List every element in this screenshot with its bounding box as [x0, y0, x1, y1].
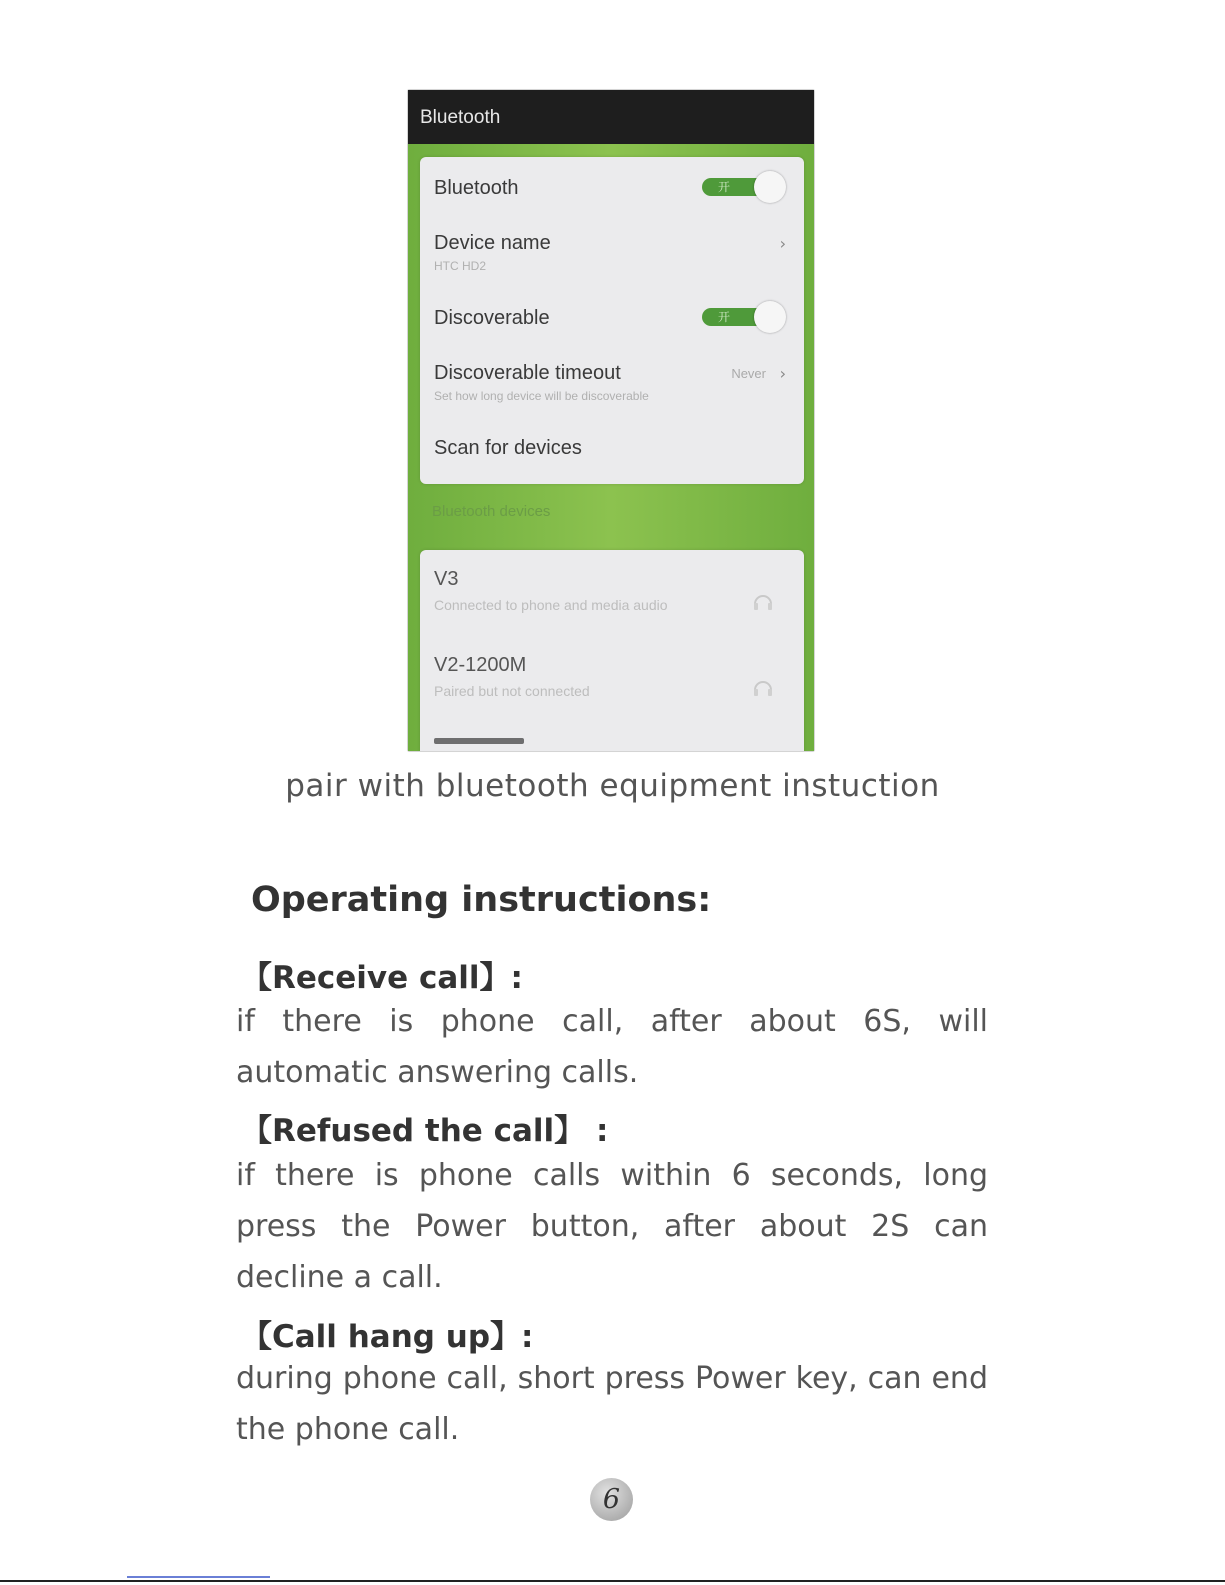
- setting-label: Discoverable: [434, 307, 550, 329]
- section-title-hang-up: 【Call hang up】:: [241, 1319, 534, 1355]
- next-device-peek: [434, 738, 524, 744]
- section-text-receive-call: if there is phone call, after about 6S, will automatic answering calls.: [236, 1004, 988, 1090]
- section-label: Bluetooth devices: [432, 503, 551, 520]
- toggle-on-label: 开: [718, 180, 731, 194]
- discoverable-toggle[interactable]: [702, 301, 786, 331]
- setting-label: Scan for devices: [434, 437, 582, 459]
- settings-card: [420, 157, 804, 484]
- headset-icon: [750, 674, 776, 700]
- device-name: V2-1200M: [434, 654, 527, 676]
- toggle-knob: [754, 301, 786, 333]
- setting-device-name[interactable]: [434, 232, 786, 273]
- setting-label: Bluetooth: [434, 177, 519, 199]
- headset-icon: [750, 588, 776, 614]
- setting-scan[interactable]: [434, 437, 786, 460]
- footer-link-line: [127, 1576, 270, 1578]
- screen-title: Bluetooth: [408, 90, 814, 144]
- page-heading: Operating instructions:: [251, 880, 712, 920]
- chevron-right-icon: ›: [779, 364, 786, 383]
- setting-label: Discoverable timeout: [434, 362, 621, 384]
- footer-rule: [0, 1580, 1225, 1582]
- toggle-on-label: 开: [718, 310, 731, 324]
- device-status: Paired but not connected: [434, 683, 590, 699]
- figure-caption: pair with bluetooth equipment instuction: [285, 768, 940, 804]
- chevron-right-icon: ›: [779, 234, 786, 253]
- device-item[interactable]: [434, 568, 786, 613]
- setting-sub: HTC HD2: [434, 259, 487, 273]
- section-title-receive-call: 【Receive call】:: [241, 960, 523, 996]
- bluetooth-toggle[interactable]: [702, 171, 786, 201]
- setting-label: Device name: [434, 232, 551, 254]
- bluetooth-screenshot: [408, 90, 814, 751]
- section-title-refused-call: 【Refused the call】 :: [241, 1113, 609, 1149]
- device-name: V3: [434, 568, 459, 590]
- devices-card: [420, 550, 804, 751]
- setting-sub: Set how long device will be discoverable: [434, 389, 649, 403]
- device-item[interactable]: [434, 654, 786, 699]
- section-text-hang-up: during phone call, short press Power key, can end the phone call.: [236, 1361, 988, 1447]
- toggle-knob: [754, 171, 786, 203]
- setting-discoverable-timeout[interactable]: [434, 362, 786, 403]
- section-text-refused-call: if there is phone calls within 6 seconds, long press the Power button, after about 2S can decline a call.: [236, 1158, 988, 1295]
- setting-discoverable[interactable]: [434, 307, 786, 330]
- setting-bluetooth[interactable]: [434, 177, 786, 200]
- page-number: 6: [590, 1478, 633, 1521]
- device-status: Connected to phone and media audio: [434, 597, 668, 613]
- setting-value: Never: [731, 366, 766, 381]
